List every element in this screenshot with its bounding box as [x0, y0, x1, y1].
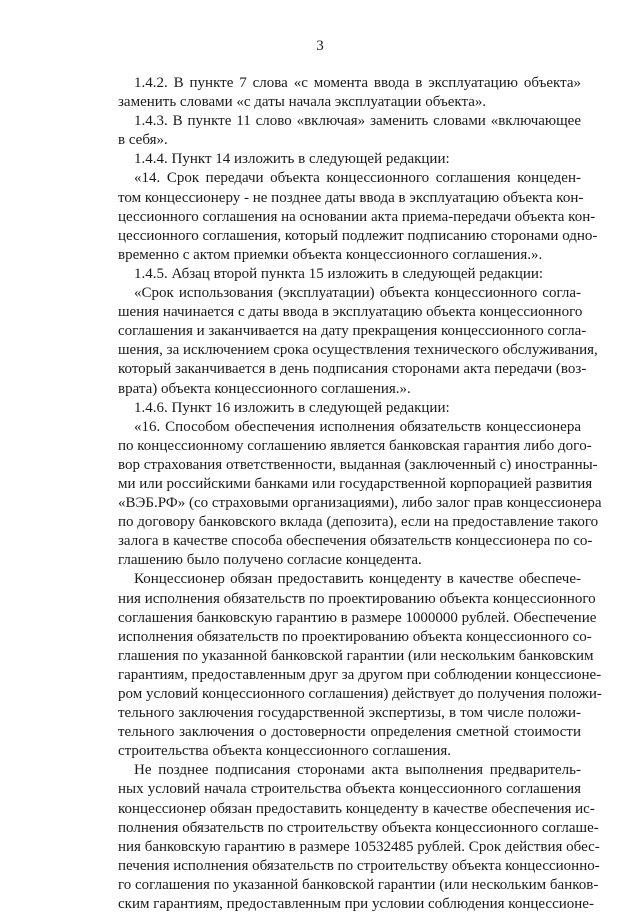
text-line: «ВЭБ.РФ» (со страховыми организациями), либо залог прав концессионера: [118, 495, 602, 512]
page-number: 3: [316, 38, 324, 54]
text-line: соглашения и заканчивается на дату прекращения концессионного согла-: [118, 323, 587, 340]
text-line: залога в качестве способа обеспечения обязательств концессионера по со-: [118, 533, 593, 550]
paragraph: [118, 150, 581, 169]
text-line: полнения обязательств по строительству объекта концессионного соглаше-: [118, 819, 599, 836]
text-line: печения исполнения обязательств по строительству объекта концессионно-: [118, 857, 600, 874]
paragraph: [118, 761, 600, 914]
paragraph: [118, 169, 598, 264]
text-line: временно с актом приемки объекта концессионного соглашения.».: [118, 246, 543, 263]
text-line: том концессионеру - не позднее даты ввода в эксплуатацию объекта кон-: [118, 189, 584, 206]
text-line: заменить словами «с даты начала эксплуатации объекта».: [118, 94, 487, 111]
text-line: цессионного соглашения на основании акта приема-передачи объекта кон-: [118, 208, 596, 225]
text-line: 1.4.6. Пункт 16 изложить в следующей редакции:: [134, 399, 450, 416]
text-line: Не позднее подписания сторонами акта выполнения предваритель-: [134, 762, 581, 779]
text-line: Концессионер обязан предоставить концеденту в качестве обеспече-: [134, 571, 581, 588]
text-line: го соглашения по указанной банковской гарантии (или нескольким банков-: [118, 876, 599, 893]
text-line: «Срок использования (эксплуатации) объекта концессионного согла-: [134, 285, 581, 302]
paragraph: [118, 265, 581, 284]
text-line: глашения по указанной банковской гарантии (или нескольким банковским: [118, 647, 594, 664]
text-line: ми или российскими банками или государственной корпорацией развития: [118, 475, 593, 492]
text-line: в себя».: [118, 132, 168, 149]
text-line: по договору банковского вклада (депозита), если на предоставление такого: [118, 514, 599, 531]
paragraph: [118, 112, 581, 150]
text-line: тельного заключения о достоверности определения сметной стоимости: [118, 724, 581, 741]
paragraph: [118, 570, 602, 761]
text-line: шения, за исключением срока осуществления технического обслуживания,: [118, 342, 598, 359]
text-line: ния банковскую гарантию в размере 10532485 рублей. Срок действия обес-: [118, 838, 600, 855]
text-line: по концессионному соглашению является банковская гарантия либо догo-: [118, 437, 592, 454]
text-line: ром условий концессионного соглашения) действует до получения положи-: [118, 686, 602, 702]
text-line: ных условий начала строительства объекта концессионного соглашения: [118, 781, 581, 798]
text-line: ния исполнения обязательств по проектированию объекта концессионного: [118, 590, 596, 607]
text-line: концессионер обязан предоставить концеденту в качестве обеспечения ис-: [118, 800, 595, 817]
text-line: 1.4.4. Пункт 14 изложить в следующей редакции:: [134, 151, 450, 168]
text-line: гарантиям, предоставленным друг за другом при соблюдении концессионе-: [118, 666, 602, 683]
paragraph: [118, 399, 581, 418]
text-line: шения начинается с даты ввода в эксплуатацию объекта концессионного: [118, 304, 583, 321]
text-line: врата) объекта концессионного соглашения.».: [118, 380, 411, 397]
text-line: цессионного соглашения, который подлежит подписанию сторонами одно-: [118, 227, 598, 244]
text-line: 1.4.3. В пункте 11 слово «включая» заменить словами «включающее: [134, 113, 581, 130]
text-line: глашению было получено согласие концедента.: [118, 552, 422, 569]
text-line: строительства объекта концессионного соглашения.: [118, 743, 452, 760]
text-line: 1.4.2. В пункте 7 слова «с момента ввода в эксплуатацию объекта»: [134, 75, 581, 91]
text-line: вор страхования ответственности, выданная (заключенный с) иностранны-: [118, 456, 598, 473]
text-line: «16. Способом обеспечения исполнения обязательств концессионера: [134, 418, 581, 435]
paragraph: [118, 284, 598, 399]
text-line: «14. Срок передачи объекта концессионного соглашения концеден-: [134, 170, 581, 187]
paragraph: [118, 74, 581, 112]
text-line: 1.4.5. Абзац второй пункта 15 изложить в следующей редакции:: [134, 265, 544, 282]
text-line: соглашения банковскую гарантию в размере 1000000 рублей. Обеспечение: [118, 609, 597, 626]
text-line: тельного заключения государственной экспертизы, в том числе положи-: [118, 705, 581, 722]
text-line: ским гарантиям, предоставленным при условии соблюдения концессионе-: [118, 896, 594, 913]
text-line: исполнения обязательств по проектированию объекта концессионного со-: [118, 628, 592, 645]
text-line: который заканчивается в день подписания сторонами акта передачи (воз-: [118, 361, 587, 378]
document-body: [118, 74, 602, 914]
paragraph: [118, 418, 602, 571]
